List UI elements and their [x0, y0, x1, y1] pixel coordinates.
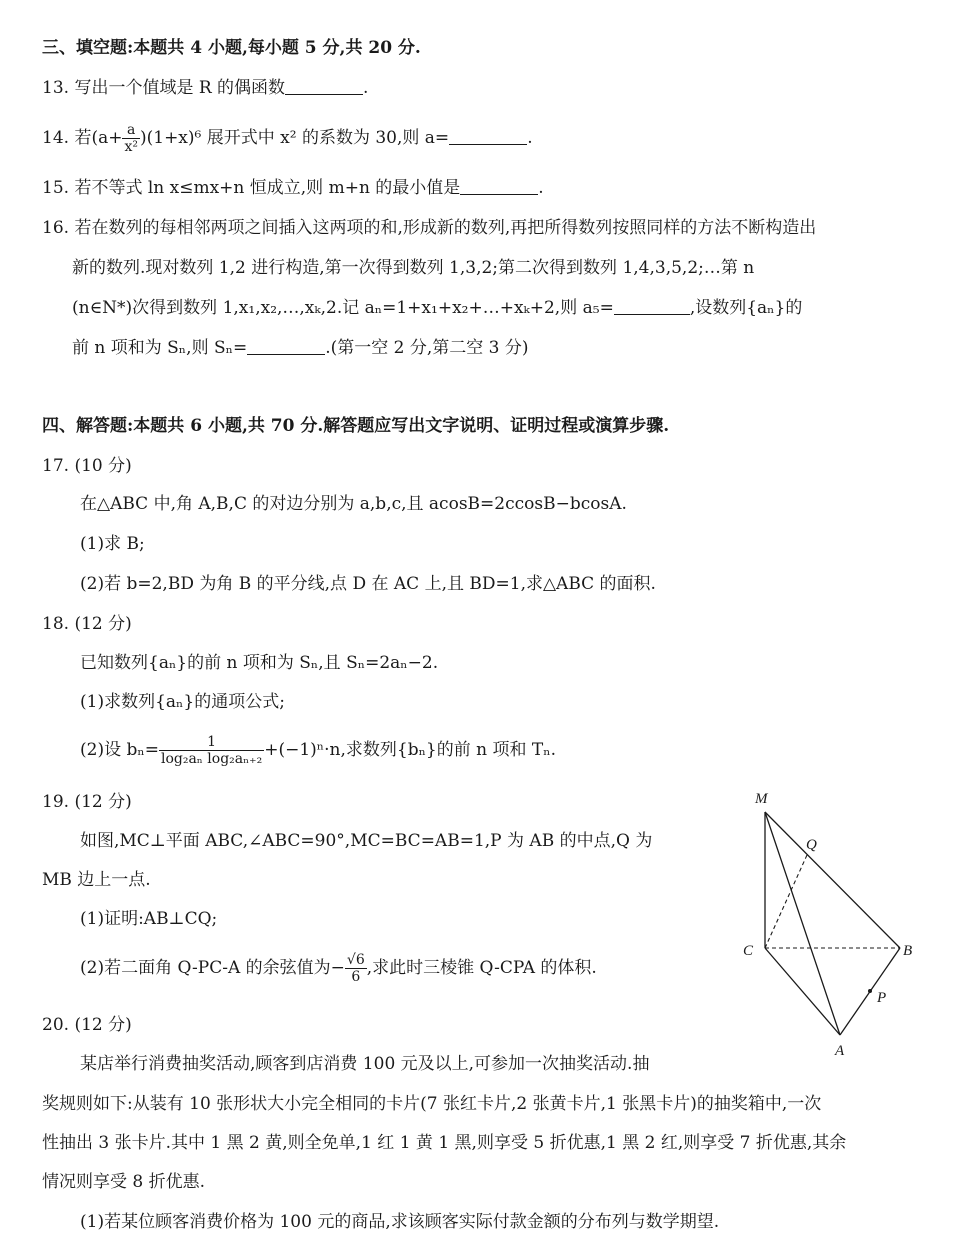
- point-P: [868, 989, 872, 993]
- q20-part1: (1)若某位顾客消费价格为 100 元的商品,求该顾客实际付款金额的分布列与数学期望.: [80, 1212, 720, 1232]
- label-A: A: [835, 1043, 845, 1059]
- q15-blank: [460, 178, 538, 195]
- q16-blank1: [614, 298, 690, 315]
- label-M: M: [755, 791, 768, 807]
- label-P: P: [877, 990, 887, 1006]
- q13: [42, 76, 368, 100]
- q19-fraction: [345, 952, 367, 985]
- q18-frac-num: 1: [159, 734, 264, 751]
- q16-line3: [72, 296, 802, 320]
- q16-line1: 16. 若在数列的每相邻两项之间插入这两项的和,形成新的数列,再把所得数列按照同样的方法不断构造出: [42, 218, 817, 238]
- edge-MB: [765, 812, 900, 948]
- q19-frac-num: √6: [346, 952, 365, 968]
- q15: [42, 176, 544, 200]
- q16-line3-a: (n∈N*)次得到数列 1,x₁,x₂,…,xₖ,2.记 aₙ=1+x₁+x₂+…+xₖ+2,则 a₅=: [72, 298, 614, 318]
- edge-CA: [765, 948, 840, 1035]
- q19-part1: (1)证明:AB⊥CQ;: [80, 909, 218, 929]
- q16-line3-b: ,设数列{aₙ}的: [689, 298, 803, 318]
- q15-end: .: [538, 178, 544, 198]
- q18-part2-a: (2)设 bₙ=: [80, 740, 159, 760]
- q19-frac-den: 6: [351, 969, 361, 985]
- section4-heading: 四、解答题:本题共 6 小题,共 70 分.解答题应写出文字说明、证明过程或演算步骤.: [42, 416, 670, 436]
- q18-part1: (1)求数列{aₙ}的通项公式;: [80, 692, 285, 712]
- q13-end: .: [363, 78, 369, 98]
- q18-part2-b: +(−1)ⁿ·n,求数列{bₙ}的前 n 项和 Tₙ.: [264, 740, 557, 760]
- q18-fraction: [159, 734, 264, 767]
- q16-line2: 新的数列.现对数列 1,2 进行构造,第一次得到数列 1,3,2;第二次得到数列 1,4,3,5,2;…第 n: [72, 258, 755, 278]
- q18-frac-den: log₂aₙ log₂aₙ₊₂: [160, 751, 263, 767]
- q17-part2: (2)若 b=2,BD 为角 B 的平分线,点 D 在 AC 上,且 BD=1,求△ABC 的面积.: [80, 574, 656, 594]
- q14-blank: [449, 128, 527, 145]
- label-Q: Q: [806, 837, 817, 853]
- q19-part2: [80, 950, 597, 986]
- q19-label: 19. (12 分): [42, 792, 132, 812]
- q14-text-c: )(1+x)⁶ 展开式中 x² 的系数为 30,则 a=: [139, 128, 450, 148]
- edge-MA: [765, 812, 840, 1035]
- q14-frac-num: a: [122, 122, 140, 139]
- q17-stem: 在△ABC 中,角 A,B,C 的对边分别为 a,b,c,且 acosB=2ccosB−bcosA.: [80, 494, 627, 514]
- q17-label: 17. (10 分): [42, 456, 132, 476]
- q20-label: 20. (12 分): [42, 1015, 132, 1035]
- q19-line2: MB 边上一点.: [42, 870, 151, 890]
- q14-text-b: (a+: [91, 128, 123, 148]
- q17-part1: (1)求 B;: [80, 534, 145, 554]
- edge-CQ-hidden: [765, 855, 807, 948]
- q14: [42, 122, 533, 155]
- q18-stem: 已知数列{aₙ}的前 n 项和为 Sₙ,且 Sₙ=2aₙ−2.: [80, 653, 439, 673]
- q18-part2: [80, 732, 556, 768]
- q16-line4-a: 前 n 项和为 Sₙ,则 Sₙ=: [72, 338, 248, 358]
- pyramid-figure: [735, 785, 935, 1060]
- q16-line4-b: .(第一空 2 分,第二空 3 分): [325, 338, 529, 358]
- q16-blank2: [247, 338, 325, 355]
- q19-part2-b: ,求此时三棱锥 Q-CPA 的体积.: [366, 958, 597, 978]
- q19-part2-a: (2)若二面角 Q-PC-A 的余弦值为−: [80, 958, 345, 978]
- q13-blank: [285, 78, 363, 95]
- q14-fraction: [122, 122, 140, 155]
- q14-text-a: 14. 若: [42, 128, 92, 148]
- q15-text: 15. 若不等式 ln x≤mx+n 恒成立,则 m+n 的最小值是: [42, 178, 461, 198]
- label-B: B: [903, 943, 913, 959]
- q14-frac-den: x²: [124, 139, 138, 155]
- q14-end: .: [527, 128, 533, 148]
- q20-line2: 奖规则如下:从装有 10 张形状大小完全相同的卡片(7 张红卡片,2 张黄卡片,1 张黑卡片)的抽奖箱中,一次: [42, 1094, 822, 1114]
- q19-line1: 如图,MC⊥平面 ABC,∠ABC=90°,MC=BC=AB=1,P 为 AB 的中点,Q 为: [80, 831, 653, 851]
- q13-text: 13. 写出一个值域是 R 的偶函数: [42, 78, 286, 98]
- q20-line1: 某店举行消费抽奖活动,顾客到店消费 100 元及以上,可参加一次抽奖活动.抽: [80, 1054, 650, 1074]
- q20-line3: 性抽出 3 张卡片.其中 1 黑 2 黄,则全免单,1 红 1 黄 1 黑,则享受 5 折优惠,1 黑 2 红,则享受 7 折优惠,其余: [42, 1133, 847, 1153]
- label-C: C: [743, 943, 754, 959]
- section3-heading: 三、填空题:本题共 4 小题,每小题 5 分,共 20 分.: [42, 38, 421, 58]
- q20-line4: 情况则享受 8 折优惠.: [42, 1172, 206, 1192]
- q18-label: 18. (12 分): [42, 614, 132, 634]
- q16-line4: [72, 336, 529, 360]
